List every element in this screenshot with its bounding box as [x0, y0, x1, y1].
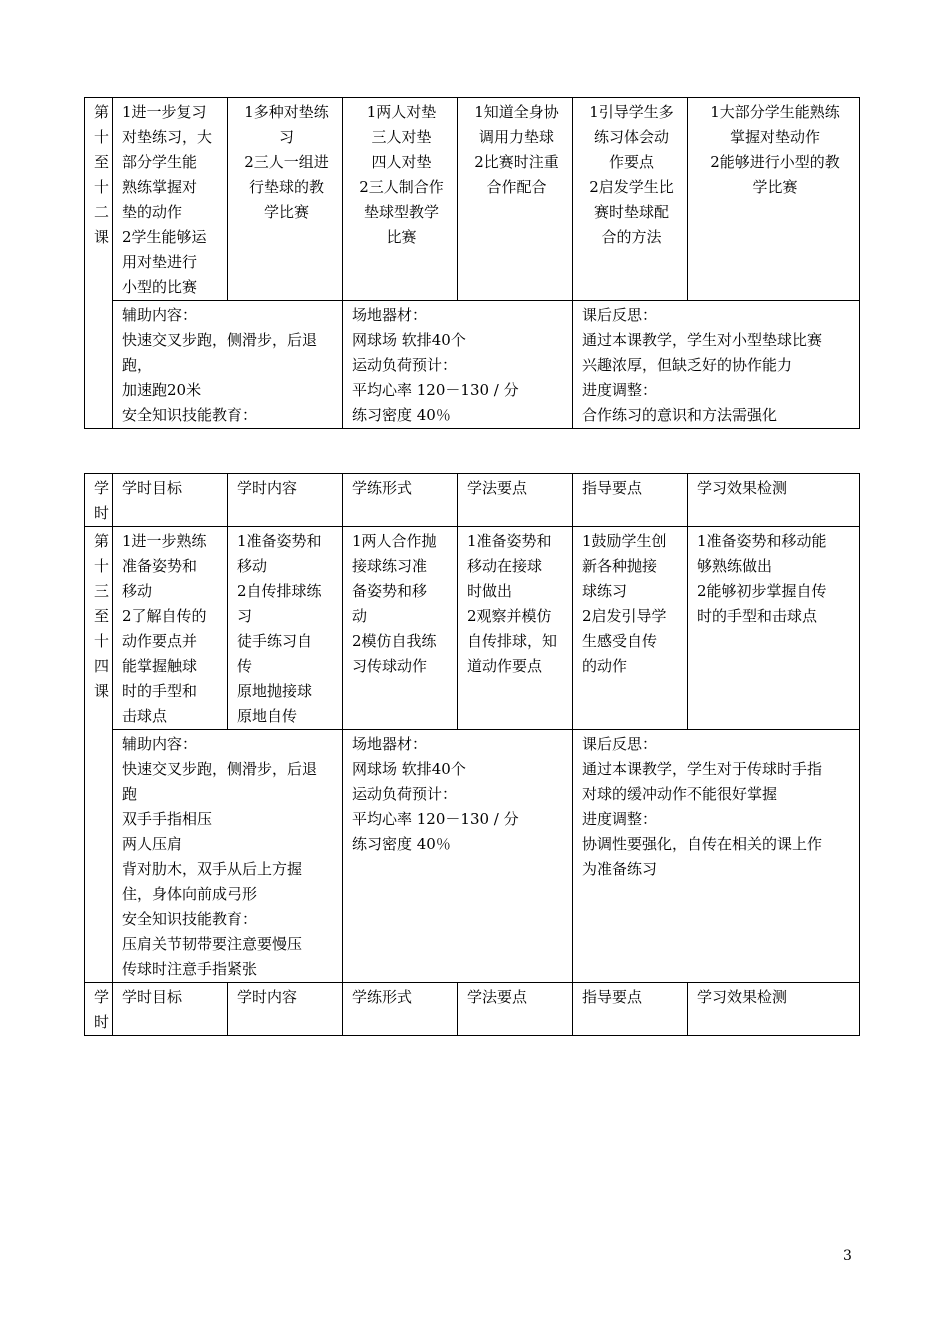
text-line: 安全知识技能教育：: [122, 406, 258, 424]
text-line: 移动在接球: [467, 557, 543, 575]
footer-label: [85, 983, 113, 1036]
assessment-cell: [688, 98, 860, 301]
text-line: 移动: [237, 557, 268, 575]
text-line: 2比赛时注重: [474, 153, 559, 171]
text-line: 1知道全身协: [474, 103, 559, 121]
text-line: 运动负荷预计：: [352, 356, 458, 374]
text-line: 熟练掌握对: [122, 178, 198, 196]
venue-equipment-cell: [343, 730, 573, 983]
text-line: 通过本课教学，学生对小型垫球比赛: [582, 331, 823, 349]
text-line: 第: [94, 532, 110, 550]
text-line: 备姿势和移: [352, 582, 428, 600]
text-line: 学: [94, 988, 110, 1006]
text-line: 兴趣浓厚，但缺乏好的协作能力: [582, 356, 793, 374]
lesson-label: [85, 98, 113, 429]
text-line: 够熟练做出: [697, 557, 773, 575]
header-assessment: 学习效果检测: [688, 474, 860, 527]
text-line: 时: [94, 1013, 110, 1031]
text-line: 2能够进行小型的教: [710, 153, 840, 171]
text-line: 压肩关节韧带要注意要慢压: [122, 935, 303, 953]
form-cell: [343, 527, 458, 730]
text-line: 平均心率 120－130 / 分: [352, 381, 519, 399]
text-line: 学: [94, 479, 110, 497]
text-line: 学比赛: [263, 203, 309, 221]
aux-content-cell: [113, 730, 343, 983]
header-goal: 学时目标: [113, 474, 228, 527]
text-line: 快速交叉步跑，侧滑步，后退: [122, 760, 318, 778]
text-line: 平均心率 120－130 / 分: [352, 810, 519, 828]
footer-content: 学时内容: [228, 983, 343, 1036]
text-line: 网球场 软排40个: [352, 331, 466, 349]
text-line: 十: [94, 178, 110, 196]
text-line: 2了解自传的: [122, 607, 207, 625]
text-line: 1进一步复习: [122, 103, 207, 121]
text-line: 学比赛: [752, 178, 798, 196]
text-line: 赛时垫球配: [593, 203, 669, 221]
text-line: 1大部分学生能熟练: [710, 103, 840, 121]
text-line: 协调性要强化，自传在相关的课上作: [582, 835, 823, 853]
text-line: 2启发引导学: [582, 607, 667, 625]
text-line: 练习体会动: [593, 128, 669, 146]
text-line: 击球点: [122, 707, 168, 725]
text-line: 场地器材：: [352, 306, 428, 324]
text-line: 的动作: [582, 657, 628, 675]
lesson-table-10-12: [84, 97, 860, 429]
content-cell: [228, 98, 343, 301]
text-line: 进度调整：: [582, 810, 658, 828]
lesson-table-13-14: [84, 473, 860, 1036]
page-number: 3: [843, 1248, 852, 1264]
text-line: 背对肋木，双手从后上方握: [122, 860, 303, 878]
text-line: 1准备姿势和: [237, 532, 322, 550]
text-line: 合的方法: [601, 228, 662, 246]
text-line: 跑，: [122, 356, 153, 374]
text-line: 比赛: [386, 228, 417, 246]
text-line: 垫球型教学: [363, 203, 439, 221]
text-line: 十: [94, 128, 110, 146]
text-line: 课后反思：: [582, 306, 658, 324]
text-line: 两人压肩: [122, 835, 183, 853]
text-line: 1进一步熟练: [122, 532, 207, 550]
text-line: 十: [94, 557, 110, 575]
text-line: 安全知识技能教育：: [122, 910, 258, 928]
form-cell: [343, 98, 458, 301]
text-line: 移动: [122, 582, 153, 600]
text-line: 跑: [122, 785, 138, 803]
text-line: 二: [94, 203, 110, 221]
text-line: 传球时注意手指紧张: [122, 960, 258, 978]
text-line: 习: [237, 607, 253, 625]
text-line: 原地抛接球: [237, 682, 313, 700]
text-line: 至: [94, 153, 110, 171]
text-line: 动: [352, 607, 368, 625]
assessment-cell: [688, 527, 860, 730]
method-cell: [458, 98, 573, 301]
text-line: 传: [237, 657, 253, 675]
text-line: 调用力垫球: [478, 128, 554, 146]
text-line: 2启发学生比: [589, 178, 674, 196]
text-line: 1鼓励学生创: [582, 532, 667, 550]
text-line: 至: [94, 607, 110, 625]
text-line: 1引导学生多: [589, 103, 674, 121]
text-line: 2三人制合作: [359, 178, 444, 196]
text-line: 1两人合作抛: [352, 532, 437, 550]
lesson-label: [85, 527, 113, 983]
header-label: [85, 474, 113, 527]
text-line: 生感受自传: [582, 632, 658, 650]
text-line: 合作练习的意识和方法需强化: [582, 406, 778, 424]
text-line: 课: [94, 682, 110, 700]
aux-content-cell: [113, 301, 343, 429]
guidance-cell: [573, 98, 688, 301]
text-line: 1多种对垫练: [244, 103, 329, 121]
footer-method: 学法要点: [458, 983, 573, 1036]
header-guidance: 指导要点: [573, 474, 688, 527]
text-line: 道动作要点: [467, 657, 543, 675]
text-line: 进度调整：: [582, 381, 658, 399]
text-line: 对球的缓冲动作不能很好掌握: [582, 785, 778, 803]
text-line: 2自传排球练: [237, 582, 322, 600]
text-line: 1两人对垫: [366, 103, 437, 121]
text-line: 课: [94, 228, 110, 246]
text-line: 2能够初步掌握自传: [697, 582, 827, 600]
text-line: 新各种抛接: [582, 557, 658, 575]
text-line: 四: [94, 657, 110, 675]
text-line: 准备姿势和: [122, 557, 198, 575]
text-line: 掌握对垫动作: [729, 128, 820, 146]
text-line: 运动负荷预计：: [352, 785, 458, 803]
text-line: 作要点: [608, 153, 654, 171]
text-line: 合作配合: [486, 178, 547, 196]
text-line: 练习密度 40％: [352, 406, 451, 424]
text-line: 垫的动作: [122, 203, 183, 221]
header-form: 学练形式: [343, 474, 458, 527]
text-line: 加速跑20米: [122, 381, 202, 399]
text-line: 徒手练习自: [237, 632, 313, 650]
text-line: 住，身体向前成弓形: [122, 885, 258, 903]
text-line: 习传球动作: [352, 657, 428, 675]
text-line: 原地自传: [237, 707, 298, 725]
text-line: 时做出: [467, 582, 513, 600]
text-line: 小型的比赛: [122, 278, 198, 296]
text-line: 1准备姿势和: [467, 532, 552, 550]
method-cell: [458, 527, 573, 730]
guidance-cell: [573, 527, 688, 730]
text-line: 场地器材：: [352, 735, 428, 753]
text-line: 十: [94, 632, 110, 650]
text-line: 2学生能够运: [122, 228, 207, 246]
text-line: 网球场 软排40个: [352, 760, 466, 778]
text-line: 能掌握触球: [122, 657, 198, 675]
venue-equipment-cell: [343, 301, 573, 429]
text-line: 三: [94, 582, 110, 600]
goal-cell: [113, 527, 228, 730]
text-line: 双手手指相压: [122, 810, 213, 828]
text-line: 快速交叉步跑，侧滑步，后退: [122, 331, 318, 349]
goal-cell: [113, 98, 228, 301]
text-line: 练习密度 40％: [352, 835, 451, 853]
text-line: 辅助内容：: [122, 735, 198, 753]
text-line: 三人对垫: [371, 128, 432, 146]
text-line: 时: [94, 504, 110, 522]
footer-guidance: 指导要点: [573, 983, 688, 1036]
text-line: 2三人一组进: [244, 153, 329, 171]
footer-form: 学练形式: [343, 983, 458, 1036]
footer-goal: 学时目标: [113, 983, 228, 1036]
text-line: 习: [278, 128, 294, 146]
text-line: 2观察并模仿: [467, 607, 552, 625]
header-content: 学时内容: [228, 474, 343, 527]
reflection-cell: [573, 730, 860, 983]
text-line: 为准备练习: [582, 860, 658, 878]
text-line: 时的手型和: [122, 682, 198, 700]
text-line: 动作要点并: [122, 632, 198, 650]
text-line: 四人对垫: [371, 153, 432, 171]
text-line: 2模仿自我练: [352, 632, 437, 650]
text-line: 辅助内容：: [122, 306, 198, 324]
text-line: 课后反思：: [582, 735, 658, 753]
text-line: 球练习: [582, 582, 628, 600]
text-line: 时的手型和击球点: [697, 607, 818, 625]
text-line: 行垫球的教: [248, 178, 324, 196]
footer-assessment: 学习效果检测: [688, 983, 860, 1036]
text-line: 自传排球，知: [467, 632, 558, 650]
text-line: 通过本课教学，学生对于传球时手指: [582, 760, 823, 778]
text-line: 第: [94, 103, 110, 121]
text-line: 1准备姿势和移动能: [697, 532, 827, 550]
text-line: 用对垫进行: [122, 253, 198, 271]
text-line: 对垫练习，大: [122, 128, 213, 146]
reflection-cell: [573, 301, 860, 429]
text-line: 接球练习准: [352, 557, 428, 575]
header-method: 学法要点: [458, 474, 573, 527]
text-line: 部分学生能: [122, 153, 198, 171]
content-cell: [228, 527, 343, 730]
